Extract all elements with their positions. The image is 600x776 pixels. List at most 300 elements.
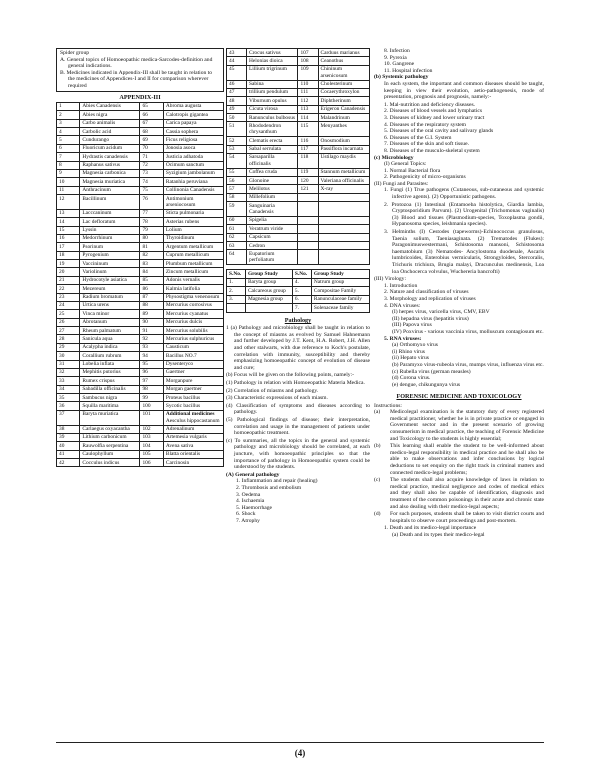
medicine-name: Additional medicines Aesculus hippocastanum <box>163 410 223 425</box>
list-item: (5) Pathological findings of disease; their interpretation, correlation and usage in the management of patients under homoeopathic treatment. <box>226 416 370 437</box>
page-number: (4) <box>294 748 306 758</box>
medicine-number: 97 <box>140 377 163 385</box>
virology-list <box>374 283 544 309</box>
table-row <box>227 242 370 250</box>
medicine-name: Magnesia muriatica <box>80 178 140 186</box>
group-name <box>245 304 292 313</box>
medicine-name: Ocimum sanctum <box>163 161 223 169</box>
medicine-number: 47 <box>227 88 247 96</box>
medicine-number: 91 <box>140 327 163 335</box>
fungi-title: (II) Fungi and Parasites: <box>374 180 429 187</box>
medicine-name: Sanicula aqua <box>80 335 140 343</box>
list-item: (i) Rhino virus <box>392 348 425 355</box>
medicine-number: 35 <box>57 394 80 402</box>
medicine-number: 2 <box>57 111 80 119</box>
group-name: Ranunculaceae family <box>311 295 369 304</box>
medicine-name <box>318 233 370 241</box>
list-item: 1. Inflammation and repair (healing) <box>236 478 318 485</box>
medicine-number: 20 <box>57 268 80 276</box>
list-item: (b) Focus will be given on the following points, namely:- <box>226 372 355 379</box>
medicine-name: Clematis erecta <box>247 137 298 145</box>
medicine-name: Carcinosin <box>163 459 223 467</box>
medicine-name: Cholesterinum <box>318 80 370 88</box>
medicine-number: 102 <box>140 425 163 433</box>
table-row <box>227 225 370 233</box>
medicine-number: 44 <box>227 57 247 65</box>
table-row <box>57 394 224 402</box>
medicine-name: Sticta pulmonaria <box>163 209 223 217</box>
table-row <box>57 186 224 194</box>
medicine-number: 106 <box>140 459 163 467</box>
medicine-number <box>298 216 318 224</box>
table-row <box>57 161 224 169</box>
medicine-name: Jonosia asoca <box>163 144 223 152</box>
table-row <box>57 285 224 293</box>
medicine-name: Erigeron Canadensis <box>318 105 370 113</box>
medicine-name: Pyrogenium <box>80 251 140 259</box>
medicine-name: Variolinum <box>80 268 140 276</box>
group-name: Compositae Family <box>311 287 369 296</box>
medicine-number: 34 <box>57 385 80 393</box>
fungi-list <box>374 187 544 275</box>
list-item: 3. Morphology and replication of viruses <box>384 295 476 302</box>
medicine-number: 73 <box>140 169 163 177</box>
header-line: B. Medicines indicated in Appendix-III shall be taught in relation to the medicines of Appendices-I and II for comparison wherever required <box>60 69 213 89</box>
medicine-number: 32 <box>57 368 80 376</box>
table-row <box>57 111 224 119</box>
medicine-number: 39 <box>57 433 80 441</box>
medicine-name: Abroma augusta <box>163 102 223 110</box>
medicine-number: 37 <box>57 410 80 425</box>
group-header: S.No. <box>292 270 311 279</box>
table-row <box>227 233 370 241</box>
medicine-name: Lyssin <box>80 226 140 234</box>
medicine-name: Lolium <box>163 226 223 234</box>
table-row <box>227 295 370 304</box>
list-item: 1. Introduction <box>384 282 418 289</box>
table-row <box>57 128 224 136</box>
medicine-name: Sanguinaria Canadensis <box>247 202 298 217</box>
list-item: (b) Paramyxo virus-rubeola virus, mumps virus, influenza virus etc. <box>392 361 544 368</box>
table-row <box>57 276 224 284</box>
table-row <box>227 145 370 153</box>
medicine-name: Causticum <box>163 343 223 351</box>
table-row <box>227 177 370 185</box>
medicine-number: 9 <box>57 169 80 177</box>
group-number: 2. <box>227 287 246 296</box>
virology-title: (III) Virology: <box>374 276 407 283</box>
dna-list <box>374 309 544 335</box>
medicine-number: 26 <box>57 318 80 326</box>
list-item: 3. Diseases of kidney and lower urinary tract <box>384 114 485 121</box>
medicine-number: 66 <box>140 111 163 119</box>
medicine-number: 87 <box>140 293 163 301</box>
medicine-name: Kalmia latifolia <box>163 285 223 293</box>
medicine-number: 18 <box>57 251 80 259</box>
medicine-name: Cuprum metallicum <box>163 251 223 259</box>
medicine-number: 22 <box>57 285 80 293</box>
medicine-name: Anthracinum <box>80 186 140 194</box>
instruction-text: For such purposes, students shall be taken to visit district courts and hospitals to observe court proceedings and post-mortem. <box>390 511 544 524</box>
medicine-name: Proteus bacillus <box>163 394 223 402</box>
medicine-number: 94 <box>140 352 163 360</box>
medicine-name: Lacccaninum <box>80 209 140 217</box>
instruction-label: (a) <box>374 409 381 416</box>
medicine-name: Passiflora incarnata <box>318 145 370 153</box>
medicine-number: 52 <box>227 137 247 145</box>
instruction-item <box>374 511 544 525</box>
list-item: 8. Diseases of the musculo-skeletal system <box>384 147 480 154</box>
medicine-number: 30 <box>57 352 80 360</box>
medicine-name <box>318 225 370 233</box>
medicine-number: 60 <box>227 216 247 224</box>
medicine-name: Mephitis putorius <box>80 368 140 376</box>
medicine-name: Rumex crispus <box>80 377 140 385</box>
medicine-number: 56 <box>227 177 247 185</box>
rna-title: 5. RNA viruses: <box>384 335 422 342</box>
medicine-number: 62 <box>227 233 247 241</box>
medicine-number: 11 <box>57 186 80 194</box>
table-row <box>57 153 224 161</box>
appendix-title: APPENDIX-III <box>119 93 161 101</box>
medicine-name: Spigelia <box>247 216 298 224</box>
medicine-name: Valeriana officinalis <box>318 177 370 185</box>
table-row <box>227 57 370 65</box>
medicine-number: 53 <box>227 145 247 153</box>
medicine-name: Cicuta virosa <box>247 105 298 113</box>
medicine-number: 63 <box>227 242 247 250</box>
instruction-item <box>374 443 544 477</box>
medicine-name: Mercurius solubilis <box>163 327 223 335</box>
list-item: (4) Classification of symptoms and diseases according to pathology. <box>226 402 370 416</box>
medicine-name: Physostigma venenosum <box>163 293 223 301</box>
medicine-number: 117 <box>298 145 318 153</box>
header-line: A. General topics of Homoeopathic medica-Sarcodes-definition and general indications. <box>60 56 213 70</box>
medicine-name: Veratrum viride <box>247 225 298 233</box>
table-row <box>227 97 370 105</box>
medicine-number: 78 <box>140 218 163 226</box>
appendix-table-middle <box>226 48 370 265</box>
medicine-number: 121 <box>298 185 318 193</box>
medicine-name: Calotropis gigantea <box>163 111 223 119</box>
group-name: Solenaceae family <box>311 304 369 313</box>
medicine-number: 79 <box>140 226 163 234</box>
medicine-number: 25 <box>57 310 80 318</box>
medicine-number: 105 <box>140 450 163 458</box>
spider-group-box <box>56 48 224 92</box>
medicine-name: Mezereum <box>80 285 140 293</box>
medicine-name: Morgan gaertner <box>163 385 223 393</box>
medicine-name: Carlaegus oxyacantha <box>80 425 140 433</box>
medicine-name: Sabina <box>247 80 298 88</box>
systemic-pathology-title: (b) Systemic pathology <box>374 74 429 81</box>
list-item: 2. Pathogenicity of micro-organisms <box>384 174 466 181</box>
medicine-name: Chininum arsenicosum <box>318 65 370 80</box>
table-row <box>227 287 370 296</box>
medicine-name: Ranunculus bulbosus <box>247 114 298 122</box>
medicine-name: Malandrinum <box>318 114 370 122</box>
medicine-number: 27 <box>57 327 80 335</box>
medicine-name: Hydrastis canadensis <box>80 153 140 161</box>
medicine-number: 83 <box>140 260 163 268</box>
medicine-number: 10 <box>57 178 80 186</box>
table-row <box>227 278 370 287</box>
table-row <box>57 385 224 393</box>
table-row <box>57 136 224 144</box>
table-row <box>57 343 224 351</box>
medicine-number: 41 <box>57 450 80 458</box>
forensic-title: FORENSIC MEDICINE AND TOXICOLOGY <box>396 393 522 401</box>
medicine-number: 119 <box>298 168 318 176</box>
column-right <box>374 48 544 538</box>
medicine-name <box>318 216 370 224</box>
list-item: (c) Rubella virus (german measles) <box>392 368 471 375</box>
medicine-number: 71 <box>140 153 163 161</box>
medicine-number: 95 <box>140 360 163 368</box>
medicine-number: 21 <box>57 276 80 284</box>
list-item: 3. Helminths (I) Cestodes (tapeworms)-Echinococcus granulosus, Taenia solium, Taeniasaginata. (2) Trematodes (Flukes): Paragonimuswestermani, Schistosoma mansoni, Schistosoma haematobium (3) Nematodes- Ancylostoma duodenale, Ascaris lumbricoides, Enterobius vermicularis, Strongyloides, Stercoralis, Trichuris trichiura, Brugia malayi, Dracunculus medinensis, Loa loa Onchocerca volvulus, Wuchereria bancrofti) <box>384 229 544 275</box>
group-header: Group Study <box>245 270 292 279</box>
medicine-name: Artemesia vulgaris <box>163 433 223 441</box>
general-topics-title: (I) General Topics: <box>384 161 427 168</box>
medicine-name: Urtica urens <box>80 301 140 309</box>
table-row <box>57 293 224 301</box>
medicine-number: 46 <box>227 80 247 88</box>
medicine-number: 104 <box>140 442 163 450</box>
table-row <box>57 243 224 251</box>
final-sub: (a) Death and its types their medico-legal <box>392 531 485 538</box>
medicine-number: 98 <box>140 385 163 393</box>
medicine-number: 17 <box>57 243 80 251</box>
list-item: 2. Nature and classification of viruses <box>384 289 469 296</box>
medicine-name: Crocus sativus <box>247 49 298 57</box>
medicine-name: trillium pendulum <box>247 88 298 96</box>
group-number <box>227 304 246 313</box>
medicine-number: 118 <box>298 153 318 168</box>
medicine-name: Ceanothus <box>318 57 370 65</box>
medicine-name: Asterias rubens <box>163 218 223 226</box>
medicine-name: Eupatorium perfoliatum <box>247 250 298 265</box>
medicine-name: Cedron <box>247 242 298 250</box>
list-item: 3. Oedema <box>236 491 261 498</box>
medicine-number: 89 <box>140 310 163 318</box>
table-row <box>57 178 224 186</box>
table-row <box>57 301 224 309</box>
medicine-number: 67 <box>140 119 163 127</box>
medicine-number: 101 <box>140 410 163 425</box>
table-row <box>227 185 370 193</box>
medicine-number: 59 <box>227 202 247 217</box>
medicine-name: Viburnum opulus <box>247 97 298 105</box>
table-row <box>227 250 370 265</box>
list-item: 1 (a) Pathology and microbiology shall be taught in relation to the concept of miasms as evolved by Samuel Hahnemann and further developed by J.T. Kent, H.A. Robert, J.H. Allen and other stalwarts, with due reference to Koch's postulate, correlation with immunity, susceptibility and thereby emphasizing homoeopathic concept of evolution of disease and cure; <box>226 325 370 371</box>
medicine-number: 5 <box>57 136 80 144</box>
table-row <box>57 251 224 259</box>
list-item: 2. Protozoa (1) Intestinal (Entamoeba histolytica, Giardia lambia, Cryptosporidium Parvum). (2) Urogenital (Trichomonas vaginalis) (3) Blood and tissues (Plasmodium-species, Toxoplasma gondii, Hypanosoma species, leishmania species). <box>384 201 544 228</box>
list-item: (IV) Poxvirus - various vaccinia virus, molluscum contagiosum etc. <box>392 328 544 335</box>
medicine-number: 81 <box>140 243 163 251</box>
medicine-name: Bacillinum <box>80 195 140 210</box>
medicine-number: 7 <box>57 153 80 161</box>
list-item: 8. Infection <box>384 48 410 54</box>
medicine-number: 36 <box>57 402 80 410</box>
table-row <box>57 209 224 217</box>
medicine-number: 93 <box>140 343 163 351</box>
medicine-number: 72 <box>140 161 163 169</box>
medicine-name: Dysenteryco <box>163 360 223 368</box>
medicine-name: Psorinum <box>80 243 140 251</box>
general-topics-list <box>374 168 544 181</box>
medicine-name: Hydrocotyle asiatica <box>80 276 140 284</box>
medicine-name: Cocculus indicus <box>80 459 140 467</box>
medicine-number: 113 <box>298 105 318 113</box>
table-row <box>57 327 224 335</box>
medicine-name: Carduus marianus <box>318 49 370 57</box>
medicine-name: Vaccininum <box>80 260 140 268</box>
medicine-number: 15 <box>57 226 80 234</box>
table-row <box>57 119 224 127</box>
final-item: 1. Death and its medico-legal importance <box>384 525 477 532</box>
list-item: 5. Diseases of the oral cavity and salivary glands <box>384 128 494 135</box>
medicine-number: 77 <box>140 209 163 217</box>
medicine-name: Onosmodium <box>318 137 370 145</box>
list-item: (I) herpes virus, varicella virus, CMV, EBV <box>392 309 490 316</box>
medicine-number: 68 <box>140 128 163 136</box>
microbiology-title: (c) Microbiology <box>374 154 414 161</box>
medicine-number: 116 <box>298 137 318 145</box>
list-item: (3) Characteristic expressions of each miasm. <box>226 395 328 402</box>
medicine-name: Carbolic acid <box>80 128 140 136</box>
instruction-text: The students shall also acquire knowledge of laws in relation to medical practice, medical negligence and codes of medical ethics and they shall also be capable of identification, diagnosis and treatment of the common poisonings in their acute and chronic state and also dealing with their medico-legal aspects; <box>390 477 544 510</box>
medicine-number: 88 <box>140 301 163 309</box>
medicine-number: 45 <box>227 65 247 80</box>
list-item: (a) Orthomyxo virus <box>392 342 438 349</box>
medicine-name: Caulophyllum <box>80 450 140 458</box>
list-item: 2. Diseases of blood vessels and lymphatics <box>384 108 483 115</box>
medicine-number: 48 <box>227 97 247 105</box>
medicine-name: Sambucus nigra <box>80 394 140 402</box>
table-row <box>57 102 224 110</box>
table-row <box>57 195 224 210</box>
medicine-number: 96 <box>140 368 163 376</box>
medicine-number: 65 <box>140 102 163 110</box>
medicine-number: 84 <box>140 268 163 276</box>
list-item: 6. Diseases of the G.I. System <box>384 134 452 141</box>
list-item: 6. Shock <box>236 511 256 518</box>
group-name: Baryta group <box>245 278 292 287</box>
medicine-number <box>298 193 318 201</box>
medicine-number: 74 <box>140 178 163 186</box>
column-middle <box>226 48 370 524</box>
medicine-number: 24 <box>57 301 80 309</box>
medicine-number: 3 <box>57 119 80 127</box>
table-row <box>227 216 370 224</box>
medicine-number: 86 <box>140 285 163 293</box>
table-row <box>57 450 224 458</box>
medicine-name: Helonias dioica <box>247 57 298 65</box>
table-row <box>57 218 224 226</box>
medicine-name: Medorrhinum <box>80 234 140 242</box>
table-row <box>57 318 224 326</box>
medicine-name: Carica papaya <box>163 119 223 127</box>
medicine-name: Sarsaparilla officinalis <box>247 153 298 168</box>
medicine-name: Coffea cruda <box>247 168 298 176</box>
group-study-table <box>226 269 370 313</box>
medicine-name: Baryta muriatica <box>80 410 140 425</box>
medicine-name: Bacillus NO.7 <box>163 352 223 360</box>
medicine-number: 70 <box>140 144 163 152</box>
medicine-name: Cassia sophera <box>163 128 223 136</box>
medicine-name: Glonoine <box>247 177 298 185</box>
list-item: 5. Haemorrhage <box>236 504 273 511</box>
medicine-name: Syzigium jambolanum <box>163 169 223 177</box>
medicine-name: Rhododendron chrysanthum <box>247 122 298 137</box>
medicine-number: 13 <box>57 209 80 217</box>
medicine-number: 31 <box>57 360 80 368</box>
medicine-name: X-ray <box>318 185 370 193</box>
medicine-name <box>318 202 370 217</box>
rna-list <box>374 342 544 388</box>
medicine-name: Capsicum <box>247 233 298 241</box>
table-row <box>57 310 224 318</box>
medicine-name <box>318 193 370 201</box>
table-row <box>227 202 370 217</box>
table-row <box>57 360 224 368</box>
medicine-name: Fluoricum acidum <box>80 144 140 152</box>
medicine-name: Plumbum metallicum <box>163 260 223 268</box>
medicine-number: 107 <box>298 49 318 57</box>
list-item: 9. Pyrexia <box>384 54 407 61</box>
medicine-number: 76 <box>140 195 163 210</box>
table-row <box>227 49 370 57</box>
medicine-name: Gaertner <box>163 368 223 376</box>
medicine-number: 57 <box>227 185 247 193</box>
medicine-number: 61 <box>227 225 247 233</box>
table-row <box>57 459 224 467</box>
instruction-text: Medicolegal examination is the statutory duty of every registered medical practitioner, whether he is in private practice or engaged in Government sector and in the present scenario of growing consumerism in medical practice, the teaching of Forensic Medicine and Toxicology to the students is highly essential; <box>390 409 544 442</box>
medicine-number: 23 <box>57 293 80 301</box>
list-item: 1. Fungi (1) True pathogens (Cutaneous, sub-cutaneous and systemic infective agents). (2) Opportunistic pathogens. <box>384 187 544 201</box>
medicine-number: 100 <box>140 402 163 410</box>
column-left <box>56 48 224 467</box>
medicine-name: Cundurango <box>80 136 140 144</box>
table-row <box>57 335 224 343</box>
table-row <box>227 105 370 113</box>
medicine-number: 58 <box>227 193 247 201</box>
instruction-text: This learning shall enable the student to be well-informed about medico-legal responsibility in medical practice and he shall also be able to make observations and infer conclusions by logical deductions to set enquiry on the right track in criminal matters and connected medico-legal problems; <box>390 443 544 476</box>
medicine-number: 92 <box>140 335 163 343</box>
medicine-name: Carbo animalis <box>80 119 140 127</box>
general-pathology-list <box>226 478 370 524</box>
medicine-number: 16 <box>57 234 80 242</box>
group-number: 5. <box>292 287 311 296</box>
medicine-number: 19 <box>57 260 80 268</box>
medicine-name: Cocaerythroxylon <box>318 88 370 96</box>
pathology-list-continued <box>374 48 544 74</box>
header-line: Spider group <box>60 50 90 56</box>
medicine-name: Acalypha indica <box>80 343 140 351</box>
medicine-number: 69 <box>140 136 163 144</box>
medicine-name: Raphanus sativus <box>80 161 140 169</box>
list-item: 10. Gangrene <box>384 61 415 68</box>
instruction-item <box>374 409 544 443</box>
medicine-name: Argentum metallicum <box>163 243 223 251</box>
medicine-name: Ficus religiosa <box>163 136 223 144</box>
table-row <box>227 193 370 201</box>
medicine-name: Lac defloratum <box>80 218 140 226</box>
table-row <box>57 442 224 450</box>
list-item: 1. Mal-nutrition and deficiency diseases. <box>384 101 476 108</box>
